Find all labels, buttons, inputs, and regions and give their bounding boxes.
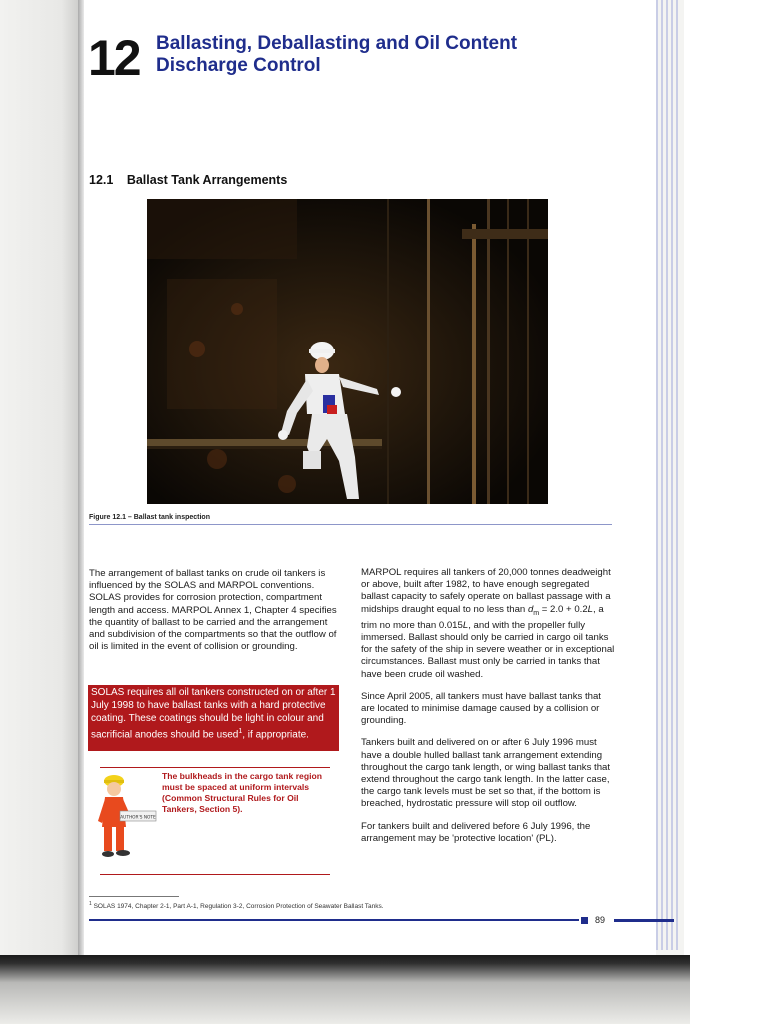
- formula-L2: L: [462, 619, 469, 631]
- left-page-edge: [0, 0, 82, 960]
- right-column: [361, 567, 615, 855]
- intro-paragraph: The arrangement of ballast tanks on crude oil tankers is influenced by the SOLAS and MARPOL conventions. SOLAS provides for corrosion protection, compartment length and access. MARPOL Annex 1, Chapter 4 specifies the quantity of ballast to be carried and the arrangement and subdivision of the compartments so that the outflow of oil is limited in the event of collision or grounding.: [89, 568, 337, 653]
- highlight-text-1: SOLAS requires all oil tankers constructed on or after 1 July 1998 to have ballast tanks with a hard protective coating. These coatings should be light in colour and sacrificial anodes should be used: [91, 687, 336, 741]
- footnote: [89, 901, 384, 910]
- footer-rule: [89, 919, 579, 921]
- bottom-shadow: [0, 955, 690, 1024]
- footer-square: [581, 917, 588, 924]
- footnote-ref: 1: [238, 728, 243, 735]
- footer-rule-right: [614, 919, 674, 922]
- caption-rule: [89, 524, 612, 525]
- author-note-text: The bulkheads in the cargo tank region must be spaced at uniform intervals (Common Structural Rules for Oil Tankers, Section 5).: [162, 771, 322, 814]
- section-number: 12.1: [89, 173, 114, 187]
- note-top-rule: [100, 767, 330, 768]
- page-edge-2: [661, 0, 663, 950]
- background-right: [684, 0, 768, 1024]
- note-bottom-rule: [100, 874, 330, 875]
- solas-highlight-box: [88, 685, 339, 751]
- footnote-text: SOLAS 1974, Chapter 2-1, Part A-1, Regulation 3-2, Corrosion Protection of Seawater Ballast Tanks.: [91, 903, 384, 911]
- author-note-badge: AUTHOR'S NOTE: [120, 815, 156, 821]
- author-note-figure: [92, 771, 162, 861]
- chapter-title: Ballasting, Deballasting and Oil Content Discharge Control: [156, 33, 518, 76]
- page-edge-5: [676, 0, 678, 950]
- page-edge-1: [656, 0, 658, 950]
- marpol-paragraph: [361, 567, 615, 681]
- formula-L: L: [587, 603, 594, 615]
- page-edge-4: [671, 0, 673, 950]
- formula-equation: = 2.0 + 0.2: [539, 603, 588, 615]
- footnote-rule: [89, 896, 179, 897]
- page-edge-3: [666, 0, 668, 950]
- photo-illustration: [147, 199, 548, 504]
- page-number: 89: [595, 915, 606, 925]
- protective-location-paragraph: For tankers built and delivered before 6 July 1996, the arrangement may be 'protective location' (PL).: [361, 820, 591, 844]
- author-character-illustration: [92, 771, 162, 861]
- ballast-tank-photo: [147, 199, 548, 504]
- double-hull-paragraph: Tankers built and delivered on or after 6 July 1996 must have a double hulled ballast tank arrangement extending throughout the cargo tank length, or wing ballast tanks that extend throughout the cargo tank length. In the latter case, the cargo tank levels must be set so that, if the bottom is breached, hydrostatic pressure will stop oil outflow.: [361, 737, 611, 810]
- highlight-text-2: , if appropriate.: [242, 729, 309, 741]
- section-title: Ballast Tank Arrangements: [126, 173, 288, 187]
- formula-subscript: m: [533, 609, 540, 617]
- marpol-text-3: , and with the propeller fully immersed. Ballast should only be carried in cargo oil tanks for the safety of the ship in severe weather or in exceptional circumstances. Ballast must only be carried in tanks that have been crude oil washed.: [361, 619, 615, 680]
- left-column: [89, 568, 339, 663]
- marpol-text-2: , a trim no more than 0.015: [361, 603, 604, 631]
- marpol-text-1: MARPOL requires all tankers of 20,000 tonnes deadweight or above, built after 1982, to have enough segregated ballast capacity to safely operate on ballast passage with a midships draught equal to no less than: [361, 567, 611, 615]
- figure-caption: Figure 12.1 – Ballast tank inspection: [89, 514, 210, 521]
- footnote-marker: 1: [89, 901, 92, 907]
- april-2005-paragraph: Since April 2005, all tankers must have ballast tanks that are located to minimise damage caused by a collision or grounding.: [361, 690, 601, 727]
- formula-d: d: [527, 603, 534, 615]
- section-heading: [89, 173, 287, 187]
- chapter-number: 12: [88, 30, 140, 86]
